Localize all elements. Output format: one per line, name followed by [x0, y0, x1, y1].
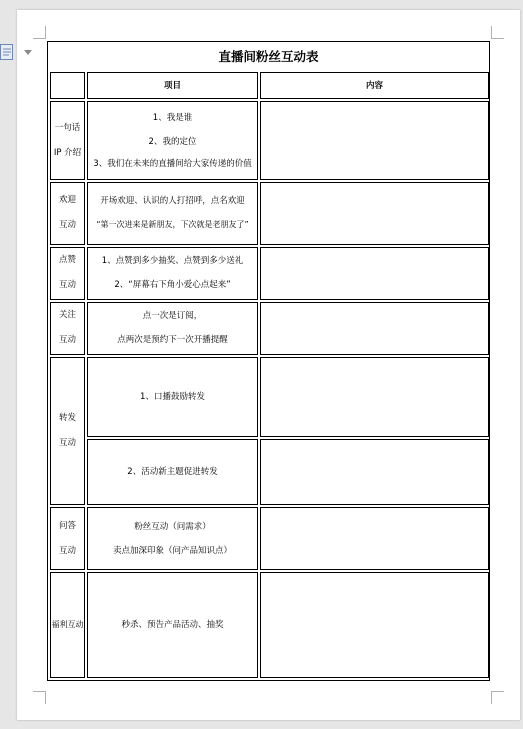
label-welcome: 欢迎 互动	[50, 182, 85, 244]
row-like	[50, 247, 489, 300]
item-qa: 粉丝互动（问需求） 卖点加深印象（问产品知识点）	[87, 507, 258, 569]
item-ip-intro: 1、我是谁 2、我的定位 3、我们在未来的直播间给大家传递的价值	[87, 101, 258, 180]
page-corner-mark	[491, 26, 504, 39]
row-benefit	[50, 572, 489, 678]
interaction-table	[48, 70, 491, 680]
chevron-down-icon[interactable]	[24, 50, 32, 55]
page-corner-mark	[491, 691, 504, 704]
interaction-table-frame	[47, 41, 490, 681]
document-outline-icon[interactable]	[0, 42, 16, 62]
item-share-2: 2、活动新主题促进转发	[87, 439, 258, 506]
label-benefit: 福利互动	[50, 572, 85, 678]
header-item: 项目	[87, 72, 258, 99]
label-like: 点赞 互动	[50, 247, 85, 300]
content-cell-qa[interactable]	[260, 507, 489, 569]
label-qa: 问答 互动	[50, 507, 85, 569]
header-content: 内容	[260, 72, 489, 99]
row-ip-intro	[50, 101, 489, 180]
label-follow: 关注 互动	[50, 302, 85, 355]
item-welcome: 开场欢迎、认识的人打招呼，点名欢迎 “第一次进来是新朋友，下次就是老朋友了”	[87, 182, 258, 244]
item-like: 1、点赞到多少抽奖、点赞到多少送礼 2、“屏幕右下角小爱心点起来”	[87, 247, 258, 300]
content-cell-like[interactable]	[260, 247, 489, 300]
content-cell-ip-intro[interactable]	[260, 101, 489, 180]
content-cell-benefit[interactable]	[260, 572, 489, 678]
item-benefit: 秒杀、预告产品活动、抽奖	[87, 572, 258, 678]
item-follow: 点一次是订阅， 点两次是预约下一次开播提醒	[87, 302, 258, 355]
header-empty-cell[interactable]	[50, 72, 85, 99]
item-share-1: 1、口播鼓励转发	[87, 357, 258, 437]
row-qa	[50, 507, 489, 569]
label-ip-intro: 一句话 IP 介绍	[50, 101, 85, 180]
row-share-1	[50, 357, 489, 437]
content-cell-follow[interactable]	[260, 302, 489, 355]
row-follow	[50, 302, 489, 355]
row-welcome	[50, 182, 489, 244]
document-page	[17, 10, 520, 720]
row-share-2	[50, 439, 489, 506]
content-cell-welcome[interactable]	[260, 182, 489, 244]
page-corner-mark	[33, 691, 46, 704]
header-row	[50, 72, 489, 99]
table-title: 直播间粉丝互动表	[218, 49, 319, 64]
content-cell-share-1[interactable]	[260, 357, 489, 437]
content-cell-share-2[interactable]	[260, 439, 489, 506]
label-share: 转发 互动	[50, 357, 85, 506]
page-corner-mark	[33, 26, 46, 39]
